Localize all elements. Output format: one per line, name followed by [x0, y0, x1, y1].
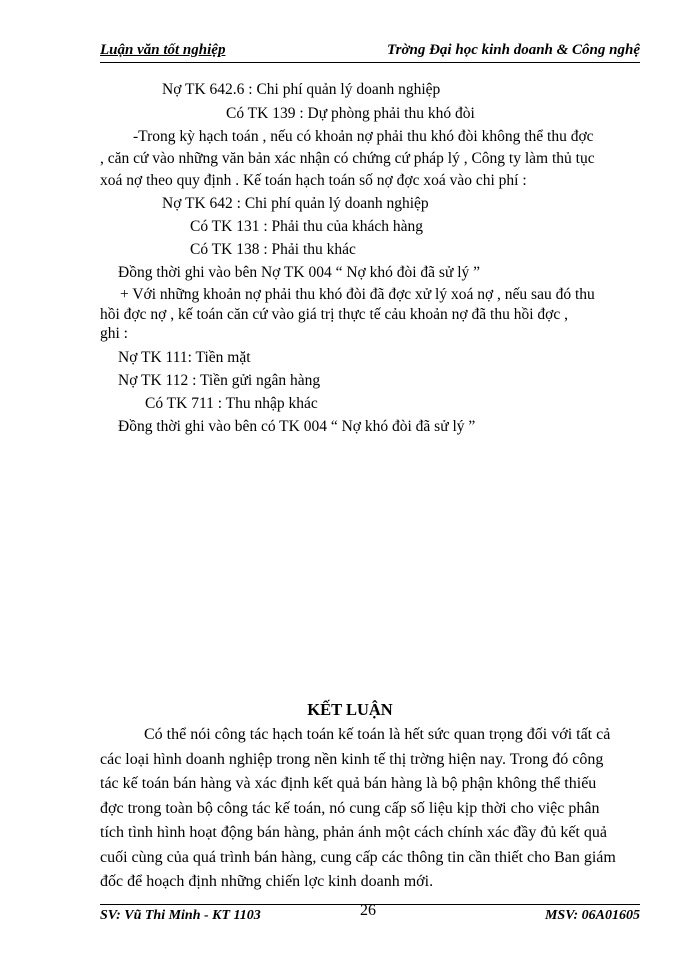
- body-line: Đồng thời ghi vào bên có TK 004 “ Nợ khó đòi đã sử lý ”: [118, 418, 476, 435]
- conclusion-line: cuối cùng của quá trình bán hàng, cung cấp các thông tin cần thiết cho Ban giám: [100, 848, 616, 866]
- entry-line: Có TK 131 : Phải thu của khách hàng: [190, 218, 424, 235]
- entry-line: Nợ TK 642 : Chi phí quản lý doanh nghiệp: [162, 195, 429, 212]
- conclusion-line: tác kế toán bán hàng và xác định kết quả bán hàng là bộ phận không thể thiếu: [100, 775, 597, 792]
- conclusion-line: Có thể nói công tác hạch toán kế toán là hết sức quan trọng đối với tất cả: [144, 726, 611, 743]
- page-header: [100, 40, 640, 63]
- conclusion-line: đốc để hoạch định những chiến lợc kinh doanh mới.: [100, 873, 434, 890]
- entry-line: Nợ TK 112 : Tiền gửi ngân hàng: [118, 372, 321, 389]
- conclusion-line: các loại hình doanh nghiệp trong nền kinh tế thị trờng hiện nay. Trong đó công: [100, 750, 604, 768]
- conclusion-line: đợc trong toàn bộ công tác kế toán, nó cung cấp số liệu kịp thời cho việc phân: [100, 799, 600, 817]
- page-number: 26: [360, 902, 376, 919]
- entry-line: Nợ TK 111: Tiền mặt: [118, 349, 251, 366]
- entry-line: Nợ TK 642.6 : Chi phí quản lý doanh nghiệp: [162, 81, 441, 98]
- body-line: xoá nợ theo quy định . Kế toán hạch toán số nợ đợc xoá vào chi phí :: [100, 172, 527, 189]
- entry-line: Có TK 711 : Thu nhập khác: [145, 395, 318, 412]
- header-thesis-label: Luận văn tốt nghiệp: [100, 42, 226, 58]
- entry-line: Có TK 138 : Phải thu khác: [190, 241, 356, 258]
- conclusion-title: KẾT LUẬN: [307, 700, 393, 719]
- body-line: Đồng thời ghi vào bên Nợ TK 004 “ Nợ khó đòi đã sử lý ”: [118, 264, 481, 281]
- body-line: ghi :: [100, 325, 128, 342]
- body-line: + Với những khoản nợ phải thu khó đòi đã đợc xử lý xoá nợ , nếu sau đó thu: [120, 286, 595, 303]
- header-school-name: Trờng Đại học kinh doanh & Công nghệ: [387, 42, 640, 58]
- conclusion-line: tích tình hình hoạt động bán hàng, phản ánh một cách chính xác đầy đủ kết quả: [100, 824, 607, 841]
- page-footer: [100, 904, 640, 927]
- body-line: hồi đợc nợ , kế toán căn cứ vào giá trị thực tế cảu khoản nợ đã thu hồi đợc ,: [100, 306, 568, 323]
- body-line: , căn cứ vào những văn bản xác nhận có chứng cứ pháp lý , Công ty làm thủ tục: [100, 150, 595, 167]
- footer-student: SV: Vũ Thi Minh - KT 1103: [100, 908, 261, 923]
- footer-student-id: MSV: 06A01605: [544, 908, 640, 923]
- entry-line: Có TK 139 : Dự phòng phải thu khó đòi: [226, 105, 475, 122]
- body-line: -Trong kỳ hạch toán , nếu có khoản nợ phải thu khó đòi không thể thu đợc: [133, 128, 594, 145]
- conclusion-paragraph: [100, 723, 640, 895]
